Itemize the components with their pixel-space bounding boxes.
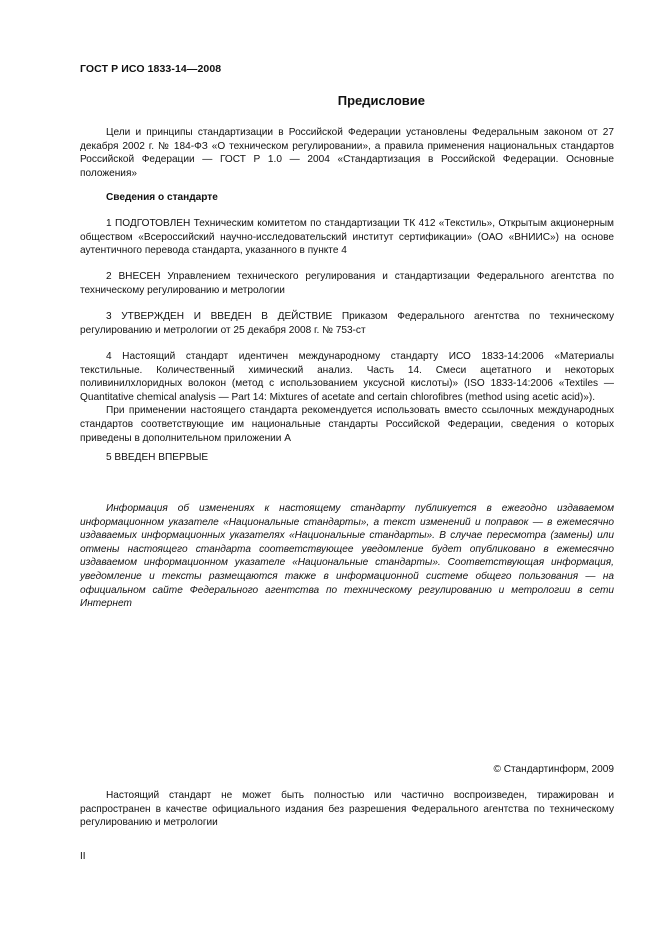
item-1 <box>80 217 614 258</box>
notice-block <box>80 502 614 611</box>
intro-paragraph <box>80 126 614 180</box>
notice-text: Информация об изменениях к настоящему стандарту публикуется в ежегодно издаваемом информационном указателе «Национальные стандарты», а текст изменений и поправок — в ежемесячно издаваемых информационных указателях «Национальные стандарты». В случае пересмотра (замены) или отмены настоящего стандарта соответствующее уведомление будет опубликовано в ежемесячно издаваемом информационном указателе «Национальные стандарты». Соответствующая информация, уведомление и тексты размещаются также в информационной системе общего пользования — на официальном сайте Федерального агентства по техническому регулированию и метрологии в сети Интернет <box>80 503 614 610</box>
page-title: Предисловие <box>337 93 425 108</box>
copyright-line: © Стандартинформ, 2009 <box>493 764 614 775</box>
item-3-text: 3 УТВЕРЖДЕН И ВВЕДЕН В ДЕЙСТВИЕ Приказом Федерального агентства по техническому регулированию и метрологии от 25 декабря 2008 г. № 753-ст <box>80 311 614 336</box>
intro-text: Цели и принципы стандартизации в Российской Федерации установлены Федеральным законом от 27 декабря 2002 г. № 184-ФЗ «О техническом регулировании», а правила применения национальных стандартов Российской Федерации — ГОСТ Р 1.0 — 2004 «Стандартизация в Российской Федерации. Основные положения» <box>80 127 614 179</box>
item-4-text: 4 Настоящий стандарт идентичен международному стандарту ИСО 1833-14:2006 «Материалы текстильные. Количественный химический анализ. Часть 14. Смеси ацетатного и некоторых поливинилхлоридных волокон (метод с использованием уксусной кислоты)» (ISO 1833-14:2006 «Textiles — Quantitative chemical analysis — Part 14: Mixtures of acetate and certain chlorofibres (method using acetic acid)»). <box>80 351 614 403</box>
document-code: ГОСТ Р ИСО 1833-14—2008 <box>80 63 222 75</box>
item-4-note: При применении настоящего стандарта рекомендуется использовать вместо ссылочных международных стандартов соответствующие им национальные стандарты Российской Федерации, сведения о которых приведены в дополнительном приложении А <box>80 405 614 444</box>
item-4 <box>80 350 614 445</box>
item-5 <box>80 451 614 465</box>
reproduction-text: Настоящий стандарт не может быть полностью или частично воспроизведен, тиражирован и распространен в качестве официального издания без разрешения Федерального агентства по техническому регулированию и метрологии <box>80 790 614 829</box>
section-heading: Сведения о стандарте <box>106 192 218 203</box>
item-5-text: 5 ВВЕДЕН ВПЕРВЫЕ <box>106 452 209 463</box>
page-number: II <box>80 851 86 862</box>
item-2 <box>80 270 614 297</box>
reproduction-notice <box>80 789 614 830</box>
item-2-text: 2 ВНЕСЕН Управлением технического регулирования и стандартизации Федерального агентства по техническому регулированию и метрологии <box>80 271 614 296</box>
item-3 <box>80 310 614 337</box>
item-1-text: 1 ПОДГОТОВЛЕН Техническим комитетом по стандартизации ТК 412 «Текстиль», Открытым акционерным обществом «Всероссийский научно-исследовательский институт сертификации» (ОАО «ВНИИС») на основе аутентичного перевода стандарта, указанного в пункте 4 <box>80 218 614 257</box>
